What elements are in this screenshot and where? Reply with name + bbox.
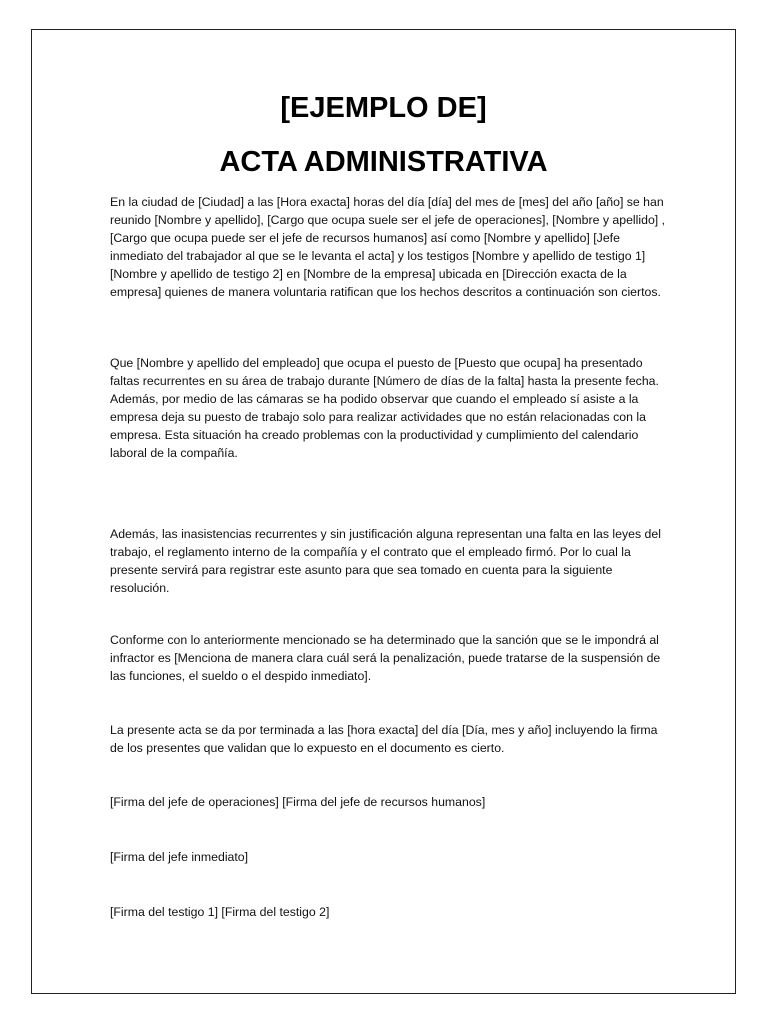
paragraph-sanction: Conforme con lo anteriormente mencionado se ha determinado que la sanción que se le impondrá al infractor es [Menciona de manera clara cuál será la penalización, puede tratarse de la suspensión de las funciones, el sueldo o el despido inmediato]. xyxy=(110,633,661,683)
paragraph-meeting-details: En la ciudad de [Ciudad] a las [Hora exacta] horas del día [día] del mes de [mes] del año [año] se han reunido [Nombre y apellido], [Cargo que ocupa suele ser el jefe de operaciones], [Nombre y apellido] , [Cargo que ocupa puede ser el jefe de recursos humanos] así como [Nombre y apellido] [Jefe inmediato del trabajador al que se le levanta el acta] y los testigos [Nombre y apellido de testigo 1] [Nombre y apellido de testigo 2] en [Nombre de la empresa] ubicada en [Dirección exacta de la empresa] quienes de manera voluntaria ratifican que los hechos descritos a continuación son ciertos. xyxy=(110,195,666,299)
document-page xyxy=(31,29,736,994)
paragraph-violation: Además, las inasistencias recurrentes y sin justificación alguna representan una falta en las leyes del trabajo, el reglamento interno de la compañía y el contrato que el empleado firmó. Por lo cual la presente servirá para registrar este asunto para que sea tomado en cuenta para la siguiente resolución. xyxy=(110,527,661,595)
document-title-line-1: [EJEMPLO DE] xyxy=(280,92,487,124)
signature-line-supervisor: [Firma del jefe inmediato] xyxy=(110,850,249,864)
paragraph-facts: Que [Nombre y apellido del empleado] que ocupa el puesto de [Puesto que ocupa] ha presentado faltas recurrentes en su área de trabajo durante [Número de días de la falta] hasta la presente fecha. Además, por medio de las cámaras se ha podido observar que cuando el empleado sí asiste a la empresa deja su puesto de trabajo solo para realizar actividades que no están relacionadas con la empresa. Esta situación ha creado problemas con la productividad y cumplimiento del calendario laboral de la compañía. xyxy=(110,356,659,460)
signature-line-managers: [Firma del jefe de operaciones] [Firma del jefe de recursos humanos] xyxy=(110,795,486,809)
paragraph-closing: La presente acta se da por terminada a las [hora exacta] del día [Día, mes y año] incluyendo la firma de los presentes que validan que lo expuesto en el documento es cierto. xyxy=(110,723,658,755)
signature-line-witnesses: [Firma del testigo 1] [Firma del testigo 2] xyxy=(110,905,330,919)
document-title-line-2: ACTA ADMINISTRATIVA xyxy=(219,146,548,178)
